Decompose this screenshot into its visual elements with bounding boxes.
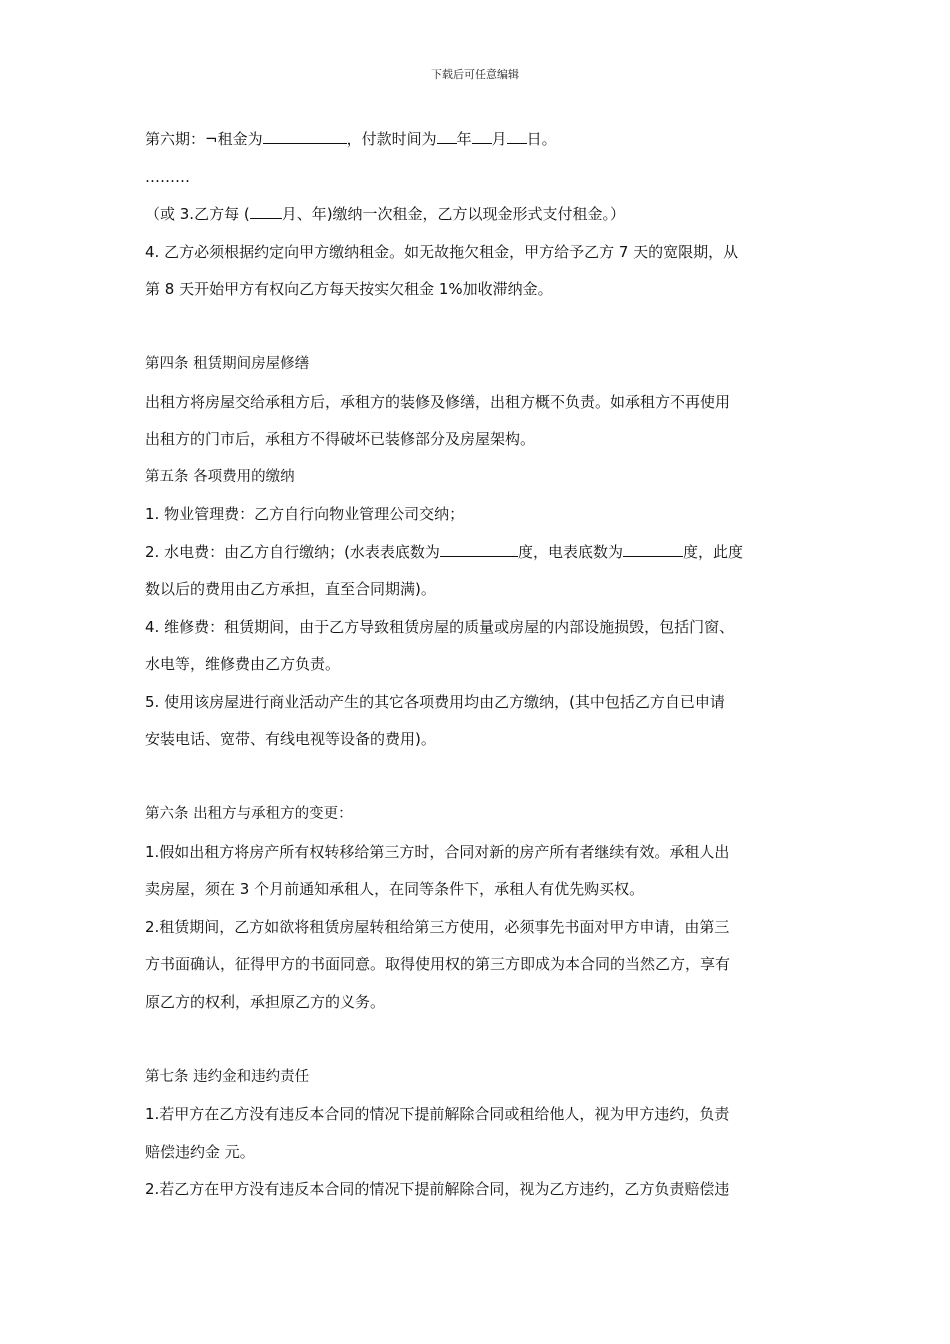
section-5-title: 第五条 各项费用的缴纳 [145,468,295,485]
text-segment: （或 3.乙方每 ( [145,205,250,223]
paragraph-line: 赔偿违约金 元。 [145,1142,255,1161]
paragraph-line: 第 8 天开始甲方有权向乙方每天按实欠租金 1%加收滞纳金。 [145,280,553,298]
text-segment: 2. 水电费：由乙方自行缴纳；(水表表底数为 [145,542,440,561]
document-body [145,121,810,1209]
blank-field[interactable] [623,541,683,557]
paragraph-line: 5. 使用该房屋进行商业活动产生的其它各项费用均由乙方缴纳，(其中包括乙方自已申请 [145,692,725,711]
spacer [145,1021,810,1059]
paragraph-line: 4. 乙方必须根据约定向甲方缴纳租金。如无故拖欠租金，甲方给予乙方 7 天的宽限期，从 [145,242,739,261]
utility-fee-line [145,534,810,572]
spacer [145,759,810,797]
rent-period-line [145,121,810,159]
blank-field[interactable] [250,203,282,219]
paragraph-line: 出租方将房屋交给承租方后，承租方的装修及修缮，出租方概不负责。如承租方不再使用 [145,392,731,411]
paragraph-line: 数以后的费用由乙方承担，直至合同期满)。 [145,580,436,598]
text-segment: 月、年)缴纳一次租金，乙方以现金形式支付租金。） [281,205,626,223]
text-segment: 第六期：¬租金为 [145,130,263,148]
text-segment: 度，电表底数为 [517,542,623,561]
paragraph-line: 方书面确认，征得甲方的书面同意。取得使用权的第三方即成为本合同的当然乙方，享有 [145,955,731,973]
paragraph-line: 水电等，维修费由乙方负责。 [145,655,341,673]
text-segment: 年 [456,130,472,148]
payment-option-line [145,196,810,234]
paragraph-line: 4. 维修费：租赁期间，由于乙方导致租赁房屋的质量或房屋的内部设施损毁，包括门窗、 [145,617,735,636]
text-segment: 日。 [526,130,557,148]
blank-field[interactable] [507,128,527,144]
paragraph-line: 原乙方的权利，承担原乙方的义务。 [145,992,386,1011]
blank-field[interactable] [472,128,492,144]
paragraph-line: 1. 物业管理费：乙方自行向物业管理公司交纳； [145,505,465,523]
paragraph-line: 2.租赁期间，乙方如欲将租赁房屋转租给第三方使用，必须事先书面对甲方申请，由第三 [145,917,730,936]
paragraph-line: 出租方的门市后，承租方不得破坏已装修部分及房屋架构。 [145,430,536,448]
section-6-title: 第六条 出租方与承租方的变更： [145,806,353,822]
paragraph-line: 2.若乙方在甲方没有违反本合同的情况下提前解除合同，视为乙方违约，乙方负责赔偿违 [145,1180,730,1198]
blank-field[interactable] [263,128,347,144]
paragraph-line: 1.若甲方在乙方没有违反本合同的情况下提前解除合同或租给他人，视为甲方违约，负责 [145,1105,730,1123]
text-segment: 月 [491,130,507,148]
text-segment: 度，此度 [682,542,743,561]
paragraph-line: 1.假如出租方将房产所有权转移给第三方时，合同对新的房产所有者继续有效。承租人出 [145,842,730,861]
blank-field[interactable] [437,128,457,144]
text-segment: ，付款时间为 [346,130,437,148]
paragraph-line: 卖房屋，须在 3 个月前通知承租人，在同等条件下，承租人有优先购买权。 [145,880,645,898]
paragraph-line: 安装电话、宽带、有线电视等设备的费用)。 [145,730,436,748]
section-4-title: 第四条 租赁期间房屋修缮 [145,356,310,372]
blank-field[interactable] [440,541,518,557]
page-header: 下载后可任意编辑 [431,68,519,81]
spacer [145,309,810,347]
section-7-title: 第七条 违约金和违约责任 [145,1068,310,1085]
ellipsis-line: ……… [145,167,190,186]
